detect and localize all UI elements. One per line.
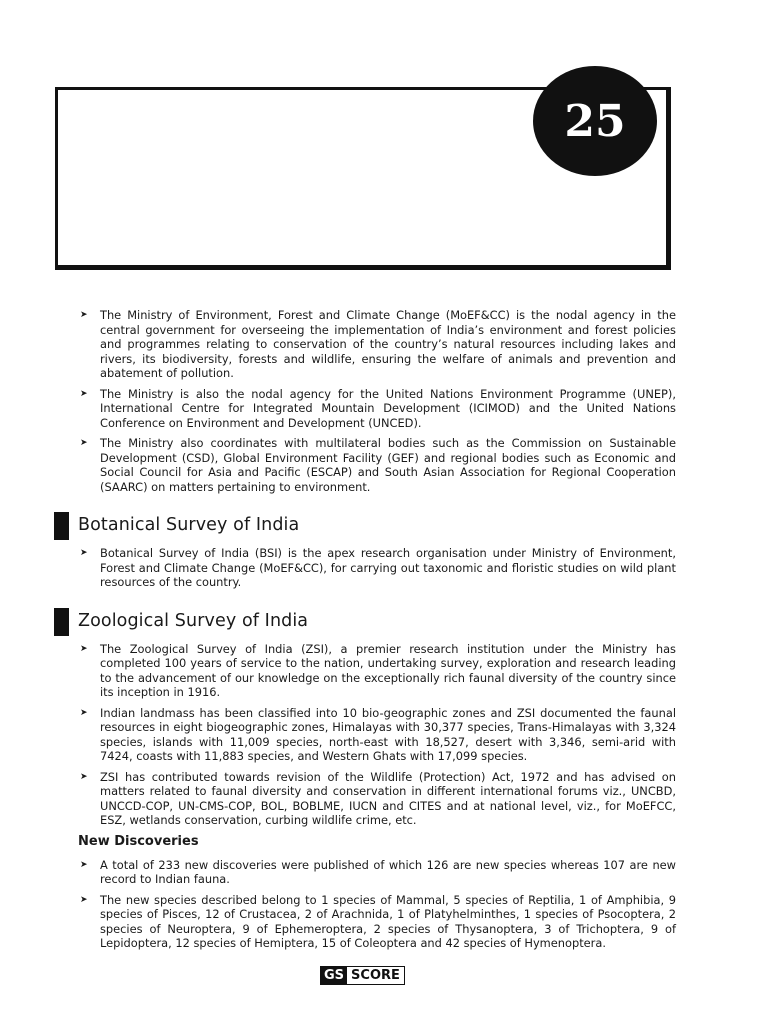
heading-bar-icon	[54, 512, 69, 540]
arrow-bullet-icon: ➤	[80, 707, 88, 718]
chapter-number-badge	[533, 66, 657, 176]
discoveries-list	[78, 858, 676, 951]
page-content	[78, 308, 676, 957]
list-item: ➤ Indian landmass has been classified into 10 bio-geographic zones and ZSI documented the faunal resources in eight biogeographic zones, Himalayas with 30,377 species, Trans-Himalayas with 3,324 species, islands with 11,009 species, north-east with 18,527, desert with 3,346, semi-arid with 7424, coasts with 11,883 species, and Western Ghats with 17,099 species.	[80, 705, 676, 763]
logo-score: SCORE	[351, 968, 400, 983]
arrow-bullet-icon: ➤	[80, 310, 88, 320]
arrow-bullet-icon: ➤	[80, 643, 88, 654]
arrow-bullet-icon: ➤	[80, 388, 88, 399]
section-title: Botanical Survey of India	[78, 515, 300, 535]
arrow-bullet-icon: ➤	[80, 894, 88, 905]
list-item: ➤ Botanical Survey of India (BSI) is the apex research organisation under Ministry of Environment, Forest and Climate Change (MoEF&CC), for carrying out taxonomic and floristic studies on wild plant resources of the country.	[80, 546, 676, 589]
arrow-bullet-icon: ➤	[80, 859, 88, 870]
intro-list	[78, 308, 676, 494]
chapter-number: 25	[564, 95, 626, 147]
list-item: ➤ The new species described belong to 1 species of Mammal, 5 species of Reptilia, 1 of Amphibia, 9 species of Pisces, 12 of Crustacea, 2 of Arachnida, 1 of Platyhelminthes, 1 species of Psocoptera, 2 species of Neuroptera, 9 of Ephemeroptera, 2 species of Thysanoptera, 3 of Trichoptera, 9 of Lepidoptera, 12 species of Hemiptera, 15 of Coleoptera and 42 species of Hymenoptera.	[80, 892, 676, 950]
arrow-bullet-icon: ➤	[80, 771, 88, 782]
list-item: ➤ A total of 233 new discoveries were published of which 126 are new species whereas 107 are new record to Indian fauna.	[80, 857, 676, 886]
bsi-list	[78, 546, 676, 590]
gs-score-logo	[320, 966, 405, 985]
section-heading-bsi	[78, 512, 676, 538]
zsi-list	[78, 642, 676, 828]
logo-gs: GS	[321, 967, 347, 984]
arrow-bullet-icon: ➤	[80, 548, 88, 558]
list-item: ➤ The Ministry of Environment, Forest and Climate Change (MoEF&CC) is the nodal agency in the central government for overseeing the implementation of India’s environment and forest policies and programmes relating to conservation of the country’s natural resources including lakes and rivers, its biodiversity, forests and wildlife, ensuring the welfare of animals and prevention and abatement of pollution.	[80, 308, 676, 380]
section-heading-zsi	[78, 608, 676, 634]
list-item: ➤ The Ministry also coordinates with multilateral bodies such as the Commission on Sustainable Development (CSD), Global Environment Facility (GEF) and regional bodies such as Economic and Social Council for Asia and Pacific (ESCAP) and South Asian Association for Regional Cooperation (SAARC) on matters pertaining to environment.	[80, 436, 676, 494]
list-item: ➤ The Zoological Survey of India (ZSI), a premier research institution under the Ministry has completed 100 years of service to the nation, undertaking survey, exploration and research leading to the advancement of our knowledge on the exceptionally rich faunal diversity of the country since its inception in 1916.	[80, 641, 676, 699]
heading-bar-icon	[54, 608, 69, 636]
section-title: Zoological Survey of India	[78, 610, 309, 631]
list-item: ➤ The Ministry is also the nodal agency for the United Nations Environment Programme (UNEP), International Centre for Integrated Mountain Development (ICIMOD) and the United Nations Conference on Environment and Development (UNCED).	[80, 386, 676, 430]
arrow-bullet-icon: ➤	[80, 438, 88, 448]
subsection-title: New Discoveries	[78, 833, 199, 849]
list-item: ➤ ZSI has contributed towards revision of the Wildlife (Protection) Act, 1972 and has advised on matters related to faunal diversity and conservation in different international forums viz., UNCBD, UNCCD-COP, UN-CMS-COP, BOL, BOBLME, IUCN and CITES and at national level, viz., for MoEFCC, ESZ, wetlands conservation, curbing wildlife crime, etc.	[80, 769, 676, 827]
